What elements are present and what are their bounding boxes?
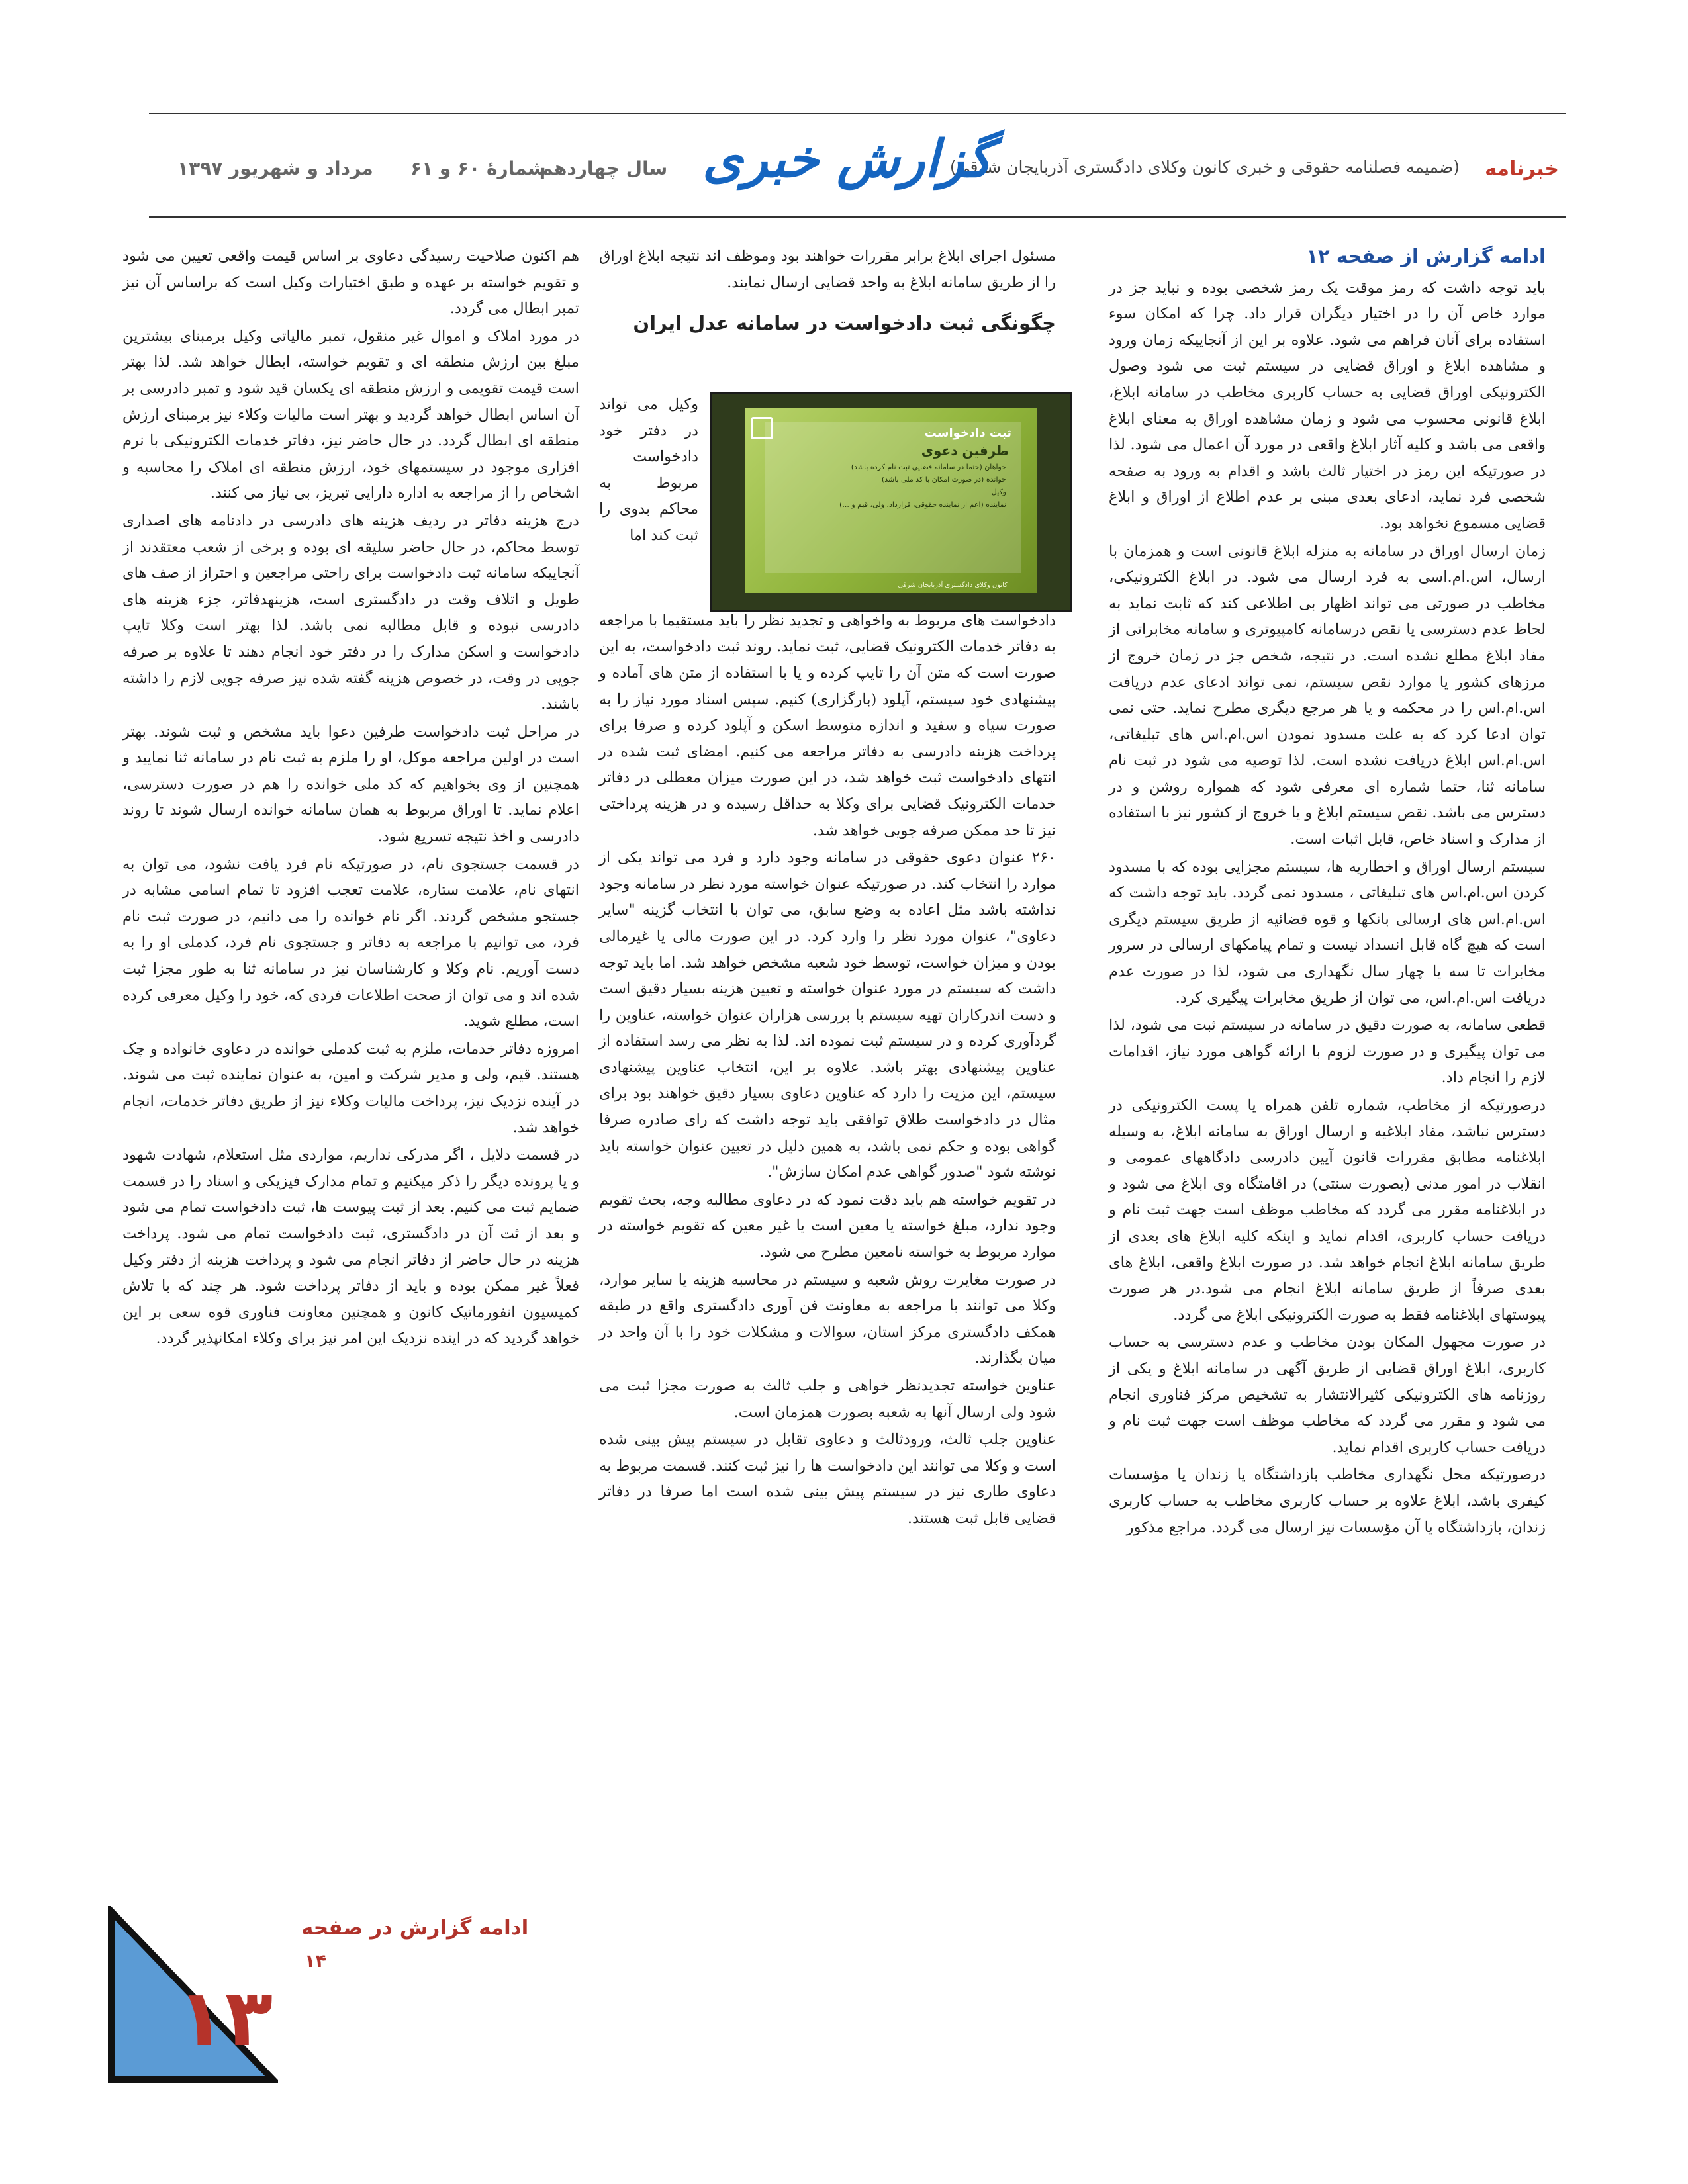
paragraph: در صورت مجهول المکان بودن مخاطب و عدم دسترسی به حساب کاربری، ابلاغ اوراق قضایی از طریق آگهی در سامانه ابلاغ و یکی از روزنامه های الکترونیکی کثیرالانتشار به تشخیص مرکز فناوری انجام می شود و مقرر می گردد که مخاطب موظف است جهت ثبت نام و دریافت حساب کاربری اقدام نماید. (1109, 1334, 1546, 1456)
page-number: ۱۳ (177, 1972, 273, 2064)
paragraph: ۲۶۰ عنوان دعوی حقوقی در سامانه وجود دارد و فرد می تواند یکی از موارد را انتخاب کند. در صورتیکه عنوان خواسته مورد نظر در سامانه وجود نداشته باشد مثل اعاده به وضع سابق، می توان با انتخاب گزینه "سایر دعاوی"، عنوان مورد نظر را وارد کرد. در این صورت مالی یا غیرمالی بودن و میزان خواست، توسط خود شعبه مشخص خواهد شد. اما باید توجه داشت که سیستم در مورد عنوان خواسته و تعیین هزینه بسیار دقیق است و دست اندرکاران تهیه سیستم با بررسی هزاران عنوان خواسته، عناوین را گردآوری کرده و در سیستم ثبت نموده اند. لذا به نظر می رسد استفاده از عناوین پیشنهادی بهتر باشد. علاوه بر این، انتخاب عناوین پیشنهادی سیستم، این مزیت را دارد که عناوین دعاوی بسیار دقیق خواهند بود برای مثال در دادخواست طلاق توافقی باید توجه داشت که رای صادره صرفا گواهی بوده و حکم نمی باشد، به همین دلیل در تعیین عنوان خواسته باید نوشته شود "صدور گواهی عدم امکان سازش". (599, 849, 1056, 1181)
paragraph: درصورتیکه محل نگهداری مخاطب بازداشتگاه یا زندان یا مؤسسات کیفری باشد، ابلاغ علاوه بر حساب کاربری مخاطب به حساب کاربری زندان، بازداشتگاه یا آن مؤسسات نیز ارسال می گردد. مراجع مذکور (1109, 1466, 1546, 1536)
paragraph: زمان ارسال اوراق در سامانه به منزله ابلاغ قانونی است و همزمان با ارسال، اس.ام.اسی به فرد ارسال می شود. در ابلاغ الکترونیکی، مخاطب در صورتی می تواند اظهار بی اطلاعی کند که ثابت نماید به لحاظ عدم دسترسی یا نقص درسامانه کامپیوتری و سامانه مخابراتی از مفاد ابلاغ مطلع نشده است. در نتیجه، شخص جز در زمان خروج از مرزهای کشور یا موارد نقص سیستم، نمی تواند ادعای عدم دریافت اس.ام.اس را در محکمه و یا هر مرجع دیگری مطرح نماید. حتی نمی توان ادعا کرد که به علت مسدود نمودن اس.ام.اس های تبلیغاتی، اس.ام.اس ابلاغ دریافت نشده است. لذا توصیه می شود در ثبت نام سامانه ثنا، حتما شماره ای معرفی شود که همواره روشن و در دسترس می باشد. نقص سیستم ابلاغ و یا خروج از کشور نیز با استفاده از مدارک و اسناد خاص، قابل اثبات است. (1109, 542, 1546, 848)
section-heading: چگونگی ثبت دادخواست در سامانه عدل ایران (633, 312, 1056, 335)
continued-from-heading: ادامه گزارش از صفحه ۱۲ (1306, 245, 1546, 267)
paragraph: در مراحل ثبت دادخواست طرفین دعوا باید مشخص و ثبت شوند. بهتر است در اولین مراجعه موکل، او را ملزم به ثبت نام در سامانه ثنا نمایید و همچنین از وی بخواهیم که کد ملی خوانده را هم در صورت دسترسی، اعلام نماید. تا اوراق مربوط به همان سامانه خوانده ارسال شوند تا روند دادرسی و اخذ نتیجه تسریع شود. (122, 723, 579, 846)
paragraph: در قسمت جستجوی نام، در صورتیکه نام فرد یافت نشود، می توان به انتهای نام، علامت ستاره، علامت تعجب افزود تا تمام اسامی مشابه در جستجو مشخص گردند. اگر نام خوانده را می دانیم، در صورت ثبت نام فرد، می توانیم با مراجعه به دفاتر و جستجوی نام فرد، کدملی او را به دست آوریم. نام وکلا و کارشناسان نیز در سامانه ثنا به طور مجزا ثبت شده اند و می توان از صحت اطلاعات فردی که، خود را وکیل معرفی کرده است، مطلع شوید. (122, 855, 579, 1030)
left-column (122, 244, 579, 1353)
paragraph: در قسمت دلایل ، اگر مدرکی نداریم، مواردی مثل استعلام، شهادت شهود و یا پرونده دیگر را ذکر میکنیم و تمام مدارک فیزیکی و اسناد را در قسمت ضمایم ثبت می کنیم. بعد از ثبت پیوست ها، ثبت دادخواست تمام می شود و بعد از ثت آن در دادگستری، ثبت دادخواست تمام می شود. پرداخت هزینه در حال حاضر از دفاتر انجام می شود و پرداخت هزینه از دفتر وکیل فعلاً غیر ممکن بوده و باید از دفاتر پرداخت شود. هر چند که با تلاش کمیسیون انفورماتیک کانون و همچنین معاونت فناوری قوه سعی بر این خواهد گردید که در اینده نزدیک این امر نیز برای وکلاء امکانپذیر گردد. (122, 1146, 579, 1347)
paragraph: در تقویم خواسته هم باید دقت نمود که در دعاوی مطالبه وجه، بحث تقویم وجود ندارد، مبلغ خواسته یا معین است یا غیر معین که تقویم خواسته در موارد مربوط به خواسته نامعین مطرح می شود. (599, 1191, 1056, 1261)
section-label: خبرنامه (1485, 158, 1559, 181)
paragraph: سیستم ارسال اوراق و اخطاریه ها، سیستم مجزایی بوده که با مسدود کردن اس.ام.اس های تبلیغاتی ، مسدود نمی گردد. باید توجه داشت که اس.ام.اس های ارسالی بانکها و قوه قضائیه از طریق سیستم دیگری است که هیچ گاه قابل انسداد نیست و تمام پیامکهای ارسالی در سرور مخابرات تا سه یا چهار سال نگهداری می شود، لذا در صورت عدم دریافت اس.ام.اس، می توان از طریق مخابرات پیگیری کرد. (1109, 858, 1546, 1007)
document-icon (751, 417, 773, 439)
slide-footer: کانون وکلای دادگستری آذربایجان شرقی (898, 582, 1008, 589)
paragraph: هم اکنون صلاحیت رسیدگی دعاوی بر اساس قیمت واقعی تعیین می شود و تقویم خواسته بر عهده و طبق اختیارات وکیل است که براساس آن نیز تمبر ابطال می گردد. (122, 248, 579, 318)
paragraph: عناوین جلب ثالث، ورودثالث و دعاوی تقابل در سیستم پیش بینی شده است و وکلا می توانند این دادخواست ها را نیز ثبت کنند. قسمت مربوط به دعاوی طاری نیز در سیستم پیش بینی شده است اما صرفا در دفاتر قضایی قابل ثبت هستند. (599, 1431, 1056, 1527)
paragraph: در مورد املاک و اموال غیر منقول، تمبر مالیاتی وکیل برمبنای بیشترین مبلغ بین ارزش منطقه ای و تقویم خواسته، ابطال خواهد شد. لذا بهتر است قیمت تقویمی و ارزش منطقه ای یکسان قید شود و تمبر دادرسی بر آن اساس ابطال خواهد گردید و بهتر است مالیات وکلاء نیز برمبنای ارزش منطقه ای ابطال گردد. در حال حاضر نیز، دفاتر خدمات الکترونیکی با نرم افزاری موجود در سیستمهای خود، ارزش منطقه ای املاک را محاسبه و اشخاص را از مراجعه به اداره دارایی تبریز، بی نیاز می کنند. (122, 327, 579, 502)
paragraph: در صورت مغایرت روش شعبه و سیستم در محاسبه هزینه یا سایر موارد، وکلا می توانند با مراجعه به معاونت فن آوری دادگستری واقع در طبقه همکف دادگستری مرکز استان، سوالات و مشکلات خود را با آن واحد در میان بگذارند. (599, 1271, 1056, 1367)
slide-subtitle: طرفین دعوی (921, 443, 1009, 459)
paragraph: دادخواست های مربوط به واخواهی و تجدید نظر را باید مستقیما با مراجعه به دفاتر خدمات الکترونیک قضایی، ثبت نماید. روند ثبت دادخواست، به این صورت است که متن آن را تایپ کرده و یا با استفاده از متن های آماده و پیشنهادی خود سیستم، آپلود (بارگزاری) کنیم. سپس اسناد مورد نیاز را به صورت سیاه و سفید و اندازه متوسط اسکن و آپلود کرده و صرفا برای پرداخت هزینه دادرسی به دفاتر مراجعه می کنیم. امضای ثبت شده در انتهای دادخواست ثبت خواهد شد، در این صورت میزان معطلی در دفاتر خدمات الکترونیک قضایی برای وکلا به حداقل رسیده و در هزینه پرداختی نیز تا حد ممکن صرفه جویی خواهد شد. (599, 612, 1056, 839)
slide-line: خواهان (حتما در سامانه قضایی ثبت نام کرده باشد) (851, 463, 1006, 471)
header-top-rule (149, 113, 1566, 114)
continued-on-page: ۱۴ (305, 1951, 326, 1972)
continued-on-label: ادامه گزارش در صفحه (301, 1916, 529, 1940)
masthead-logo: گزارش خبری (702, 130, 992, 189)
slide-line: خوانده (در صورت امکان با کد ملی باشد) (881, 475, 1006, 484)
presentation-photo (710, 392, 1072, 612)
paragraph: قطعی سامانه، به صورت دقیق در سامانه در سیستم ثبت می شود، لذا می توان پیگیری و در صورت لزوم با ارائه گواهی مورد نیاز، اقدامات لازم را انجام داد. (1109, 1017, 1546, 1087)
slide-title: ثبت دادخواست (924, 426, 1011, 440)
paragraph: امروزه دفاتر خدمات، ملزم به ثبت کدملی خوانده در دعاوی خانواده و چک هستند. قیم، ولی و مدیر شرکت و امین، به عنوان نماینده ثبت می شوند. در آینده نزدیک نیز، پرداخت مالیات وکلاء نیز از طریق دفاتر خدمات، انجام خواهد شد. (122, 1040, 579, 1136)
header-bottom-rule (149, 216, 1566, 218)
issue-label: شمارهٔ ۶۰ و ۶۱ (410, 158, 546, 179)
paragraph: باید توجه داشت که رمز موقت یک رمز شخصی بوده و نباید جز در موارد خاص آن را در اختیار دیگران قرار داد. چرا که امکان سوء استفاده برای آنان فراهم می شود. علاوه بر این از آنجاییکه زمان ورود و مشاهده ابلاغ و اوراق قضایی در سیستم ثبت می شود وصول الکترونیکی اوراق قضایی به حساب کاربری مخاطب در سامانه ابلاغ، ابلاغ قانونی محسوب می شود و زمان مشاهده اوراق به معنای ابلاغ واقعی می باشد و کلیه آثار ابلاغ واقعی در مورد آن اعمال می شود. لذا در صورتیکه این رمز در اختیار ثالث باشد و اقدام به ورود به صفحه شخصی فرد نماید، ادعای بعدی مبنی بر عدم اطلاع از اوراق و ابلاغ قضایی مسموع نخواهد بود. (1109, 279, 1546, 532)
date-label: مرداد و شهریور ۱۳۹۷ (177, 158, 373, 179)
projected-slide (745, 408, 1037, 593)
paragraph: درصورتیکه از مخاطب، شماره تلفن همراه یا پست الکترونیکی در دسترس نباشد، مفاد ابلاغیه و ارسال اوراق به سامانه ابلاغ، به وسیله ابلاغنامه مطابق مقررات قانون آیین دادرسی دادگاههای عمومی و انقلاب در امور مدنی (بصورت سنتی) در اقامتگاه وی ابلاغ می شود و در ابلاغنامه مقرر می گردد که مخاطب موظف است جهت ثبت نام و دریافت حساب کاربری، اقدام نماید و اینکه کلیه ابلاغ های بعدی از طریق سامانه ابلاغ انجام خواهد شد. در صورت ابلاغ واقعی، ابلاغ های بعدی صرفاً از طریق سامانه ابلاغ انجام می شود.در هر صورت پیوستهای ابلاغنامه فقط به صورت الکترونیکی ابلاغ می گردد. (1109, 1097, 1546, 1324)
figure-wrap-text: وکیل می تواند در دفتر خود دادخواست مربوط به محاکم بدوی را ثبت کند اما (599, 396, 698, 544)
slide-line: وکیل (991, 488, 1006, 496)
paragraph: عناوین خواسته تجدیدنظر خواهی و جلب ثالث به صورت مجزا ثبت می شود ولی ارسال آنها به شعبه بصورت همزمان است. (599, 1377, 1056, 1421)
paragraph: درج هزینه دفاتر در ردیف هزینه های دادرسی در دادنامه های اصداری توسط محاکم، در حال حاضر سلیقه ای بوده و برخی از شعب معتقدند از آنجاییکه سامانه ثبت دادخواست برای راحتی مراجعین و احتراز از صف های طویل و اتلاف وقت در دادگستری است، هزینهدفاتر، جزء هزینه های دادرسی نبوده و قابل مطالبه نمی باشد. لذا بهتر است وکلا تایپ دادخواست و اسکن مدارک را در دفتر خود انجام دهند تا علاوه بر صرفه جویی در وقت، در خصوص هزینه گفته شده نیز صرفه جویی لازم را داشته باشند. (122, 512, 579, 713)
year-label: سال چهاردهم (539, 158, 668, 179)
header-subtitle: (ضمیمه فصلنامه حقوقی و خبری کانون وکلای دادگستری آذربایجان شرقی) (949, 158, 1460, 177)
paragraph: مسئول اجرای ابلاغ برابر مقررات خواهند بود وموظف اند نتیجه ابلاغ اوراق را از طریق سامانه ابلاغ به واحد قضایی ارسال نمایند. (599, 248, 1056, 291)
right-column (1109, 244, 1546, 1542)
slide-line: نماینده (اعم از نماینده حقوقی، قرارداد، ولی، قیم و ...) (839, 500, 1006, 509)
